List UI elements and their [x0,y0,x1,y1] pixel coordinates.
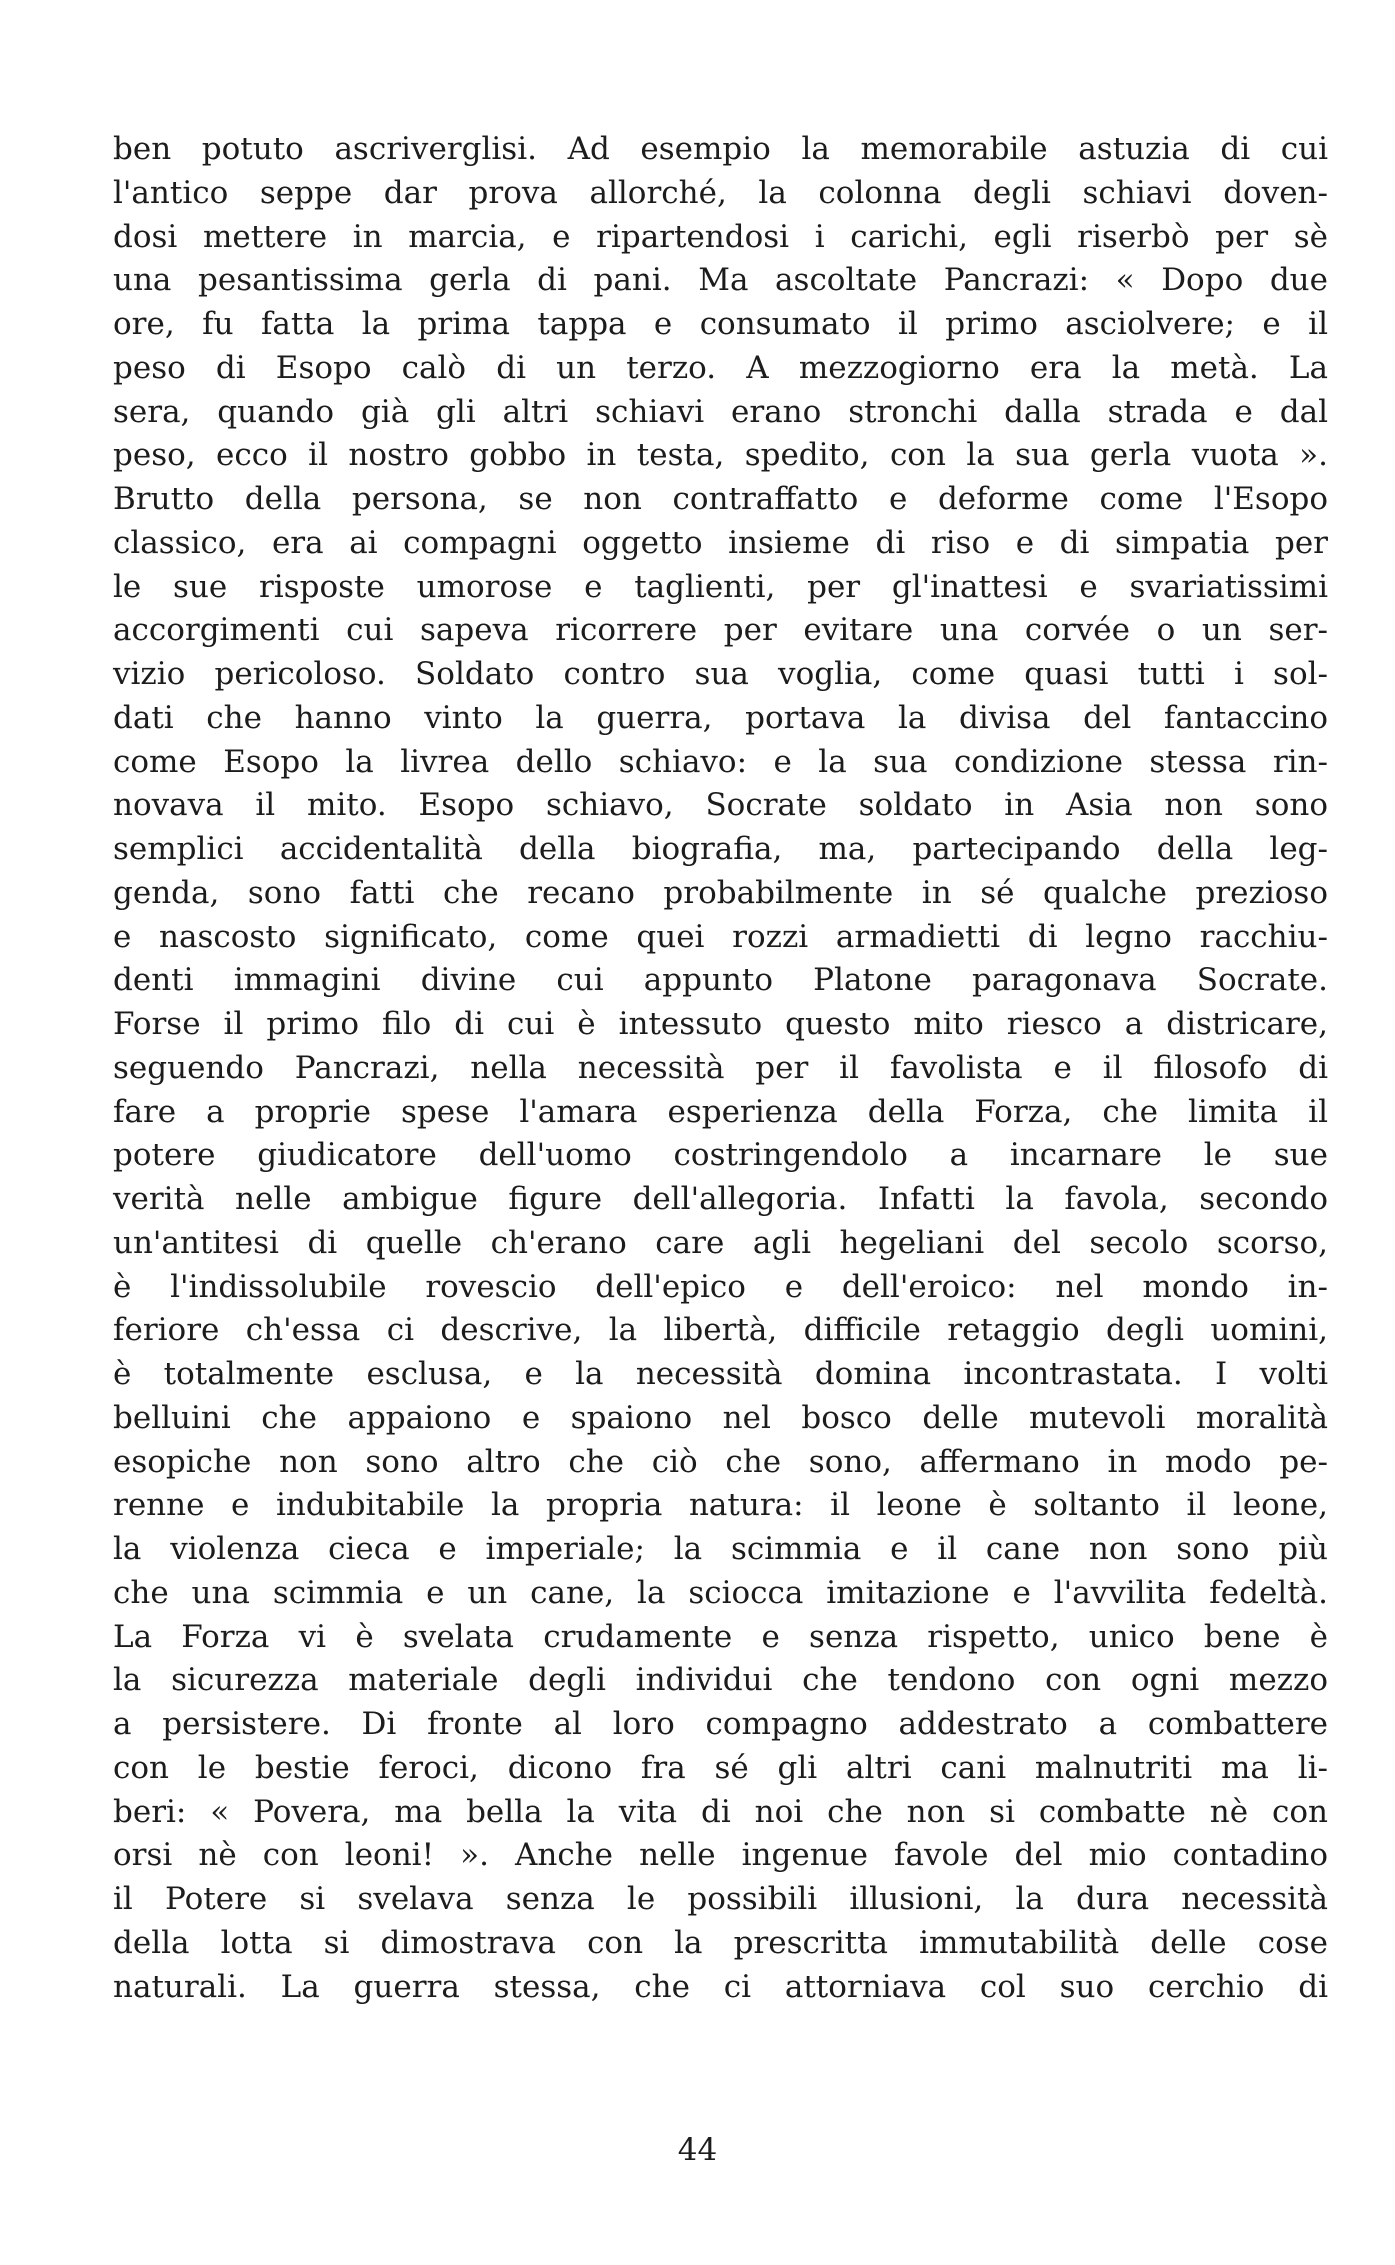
text-line: una pesantissima gerla di pani. Ma ascoltate Pancrazi: « Dopo due [113,262,1328,299]
text-line: feriore ch'essa ci descrive, la libertà, difficile retaggio degli uomini, [113,1312,1328,1349]
text-line: potere giudicatore dell'uomo costringendolo a incarnare le sue [113,1137,1328,1174]
text-line: la sicurezza materiale degli individui che tendono con ogni mezzo [113,1662,1328,1699]
text-line: La Forza vi è svelata crudamente e senza rispetto, unico bene è [113,1618,1328,1655]
text-line: della lotta si dimostrava con la prescritta immutabilità delle cose [113,1924,1328,1961]
text-line: novava il mito. Esopo schiavo, Socrate soldato in Asia non sono [113,787,1328,824]
text-line: genda, sono fatti che recano probabilmente in sé qualche prezioso [113,874,1328,911]
text-line: è l'indissolubile rovescio dell'epico e dell'eroico: nel mondo in- [113,1268,1328,1305]
text-line: la violenza cieca e imperiale; la scimmia e il cane non sono più [113,1531,1328,1567]
text-line: il Potere si svelava senza le possibili illusioni, la dura necessità [113,1881,1328,1917]
text-line: renne e indubitabile la propria natura: il leone è soltanto il leone, [113,1487,1328,1524]
text-line: l'antico seppe dar prova allorché, la colonna degli schiavi doven- [113,174,1328,211]
text-line: Brutto della persona, se non contraffatto e deforme come l'Esopo [113,481,1328,517]
text-line: con le bestie feroci, dicono fra sé gli altri cani malnutriti ma li- [113,1749,1328,1786]
text-line: che una scimmia e un cane, la sciocca imitazione e l'avvilita fedeltà. [113,1574,1328,1611]
text-line: e nascosto significato, come quei rozzi armadietti di legno racchiu- [113,918,1328,955]
text-line: le sue risposte umorose e taglienti, per gl'inattesi e svariatissimi [113,568,1328,605]
text-line: semplici accidentalità della biografia, ma, partecipando della leg- [113,831,1328,867]
text-line: ore, fu fatta la prima tappa e consumato il primo asciolvere; e il [113,306,1328,342]
text-line: verità nelle ambigue figure dell'allegoria. Infatti la favola, secondo [113,1181,1328,1217]
text-line: ben potuto ascriverglisi. Ad esempio la memorabile astuzia di cui [113,131,1328,167]
text-line: sera, quando già gli altri schiavi erano stronchi dalla strada e dal [113,393,1328,430]
text-line: vizio pericoloso. Soldato contro sua voglia, come quasi tutti i sol- [113,656,1328,692]
text-line: classico, era ai compagni oggetto insieme di riso e di simpatia per [113,524,1328,561]
text-line: denti immagini divine cui appunto Platone paragonava Socrate. [113,962,1328,999]
page-number: 44 [677,2132,718,2168]
text-line: un'antitesi di quelle ch'erano care agli hegeliani del secolo scorso, [113,1224,1328,1261]
body-text [113,128,1328,2009]
text-line: orsi nè con leoni! ». Anche nelle ingenue favole del mio contadino [113,1837,1328,1874]
text-line: dati che hanno vinto la guerra, portava la divisa del fantaccino [113,699,1328,736]
text-line: dosi mettere in marcia, e ripartendosi i carichi, egli riserbò per sè [113,218,1328,255]
text-line: beri: « Povera, ma bella la vita di noi che non si combatte nè con [113,1793,1328,1830]
text-line: come Esopo la livrea dello schiavo: e la sua condizione stessa rin- [113,743,1328,780]
text-line: Forse il primo filo di cui è intessuto questo mito riesco a districare, [113,1006,1328,1042]
text-line: naturali. La guerra stessa, che ci attorniava col suo cerchio di [113,1968,1328,2005]
text-line: peso, ecco il nostro gobbo in testa, spedito, con la sua gerla vuota ». [113,437,1328,474]
text-line: a persistere. Di fronte al loro compagno addestrato a combattere [113,1706,1328,1742]
text-line: seguendo Pancrazi, nella necessità per il favolista e il filosofo di [113,1049,1328,1086]
text-line: fare a proprie spese l'amara esperienza della Forza, che limita il [113,1093,1328,1130]
text-line: peso di Esopo calò di un terzo. A mezzogiorno era la metà. La [113,349,1328,386]
text-line: accorgimenti cui sapeva ricorrere per evitare una corvée o un ser- [113,612,1328,649]
text-line: è totalmente esclusa, e la necessità domina incontrastata. I volti [113,1356,1328,1392]
text-line: esopiche non sono altro che ciò che sono, affermano in modo pe- [113,1443,1328,1480]
text-line: belluini che appaiono e spaiono nel bosco delle mutevoli moralità [113,1399,1328,1436]
